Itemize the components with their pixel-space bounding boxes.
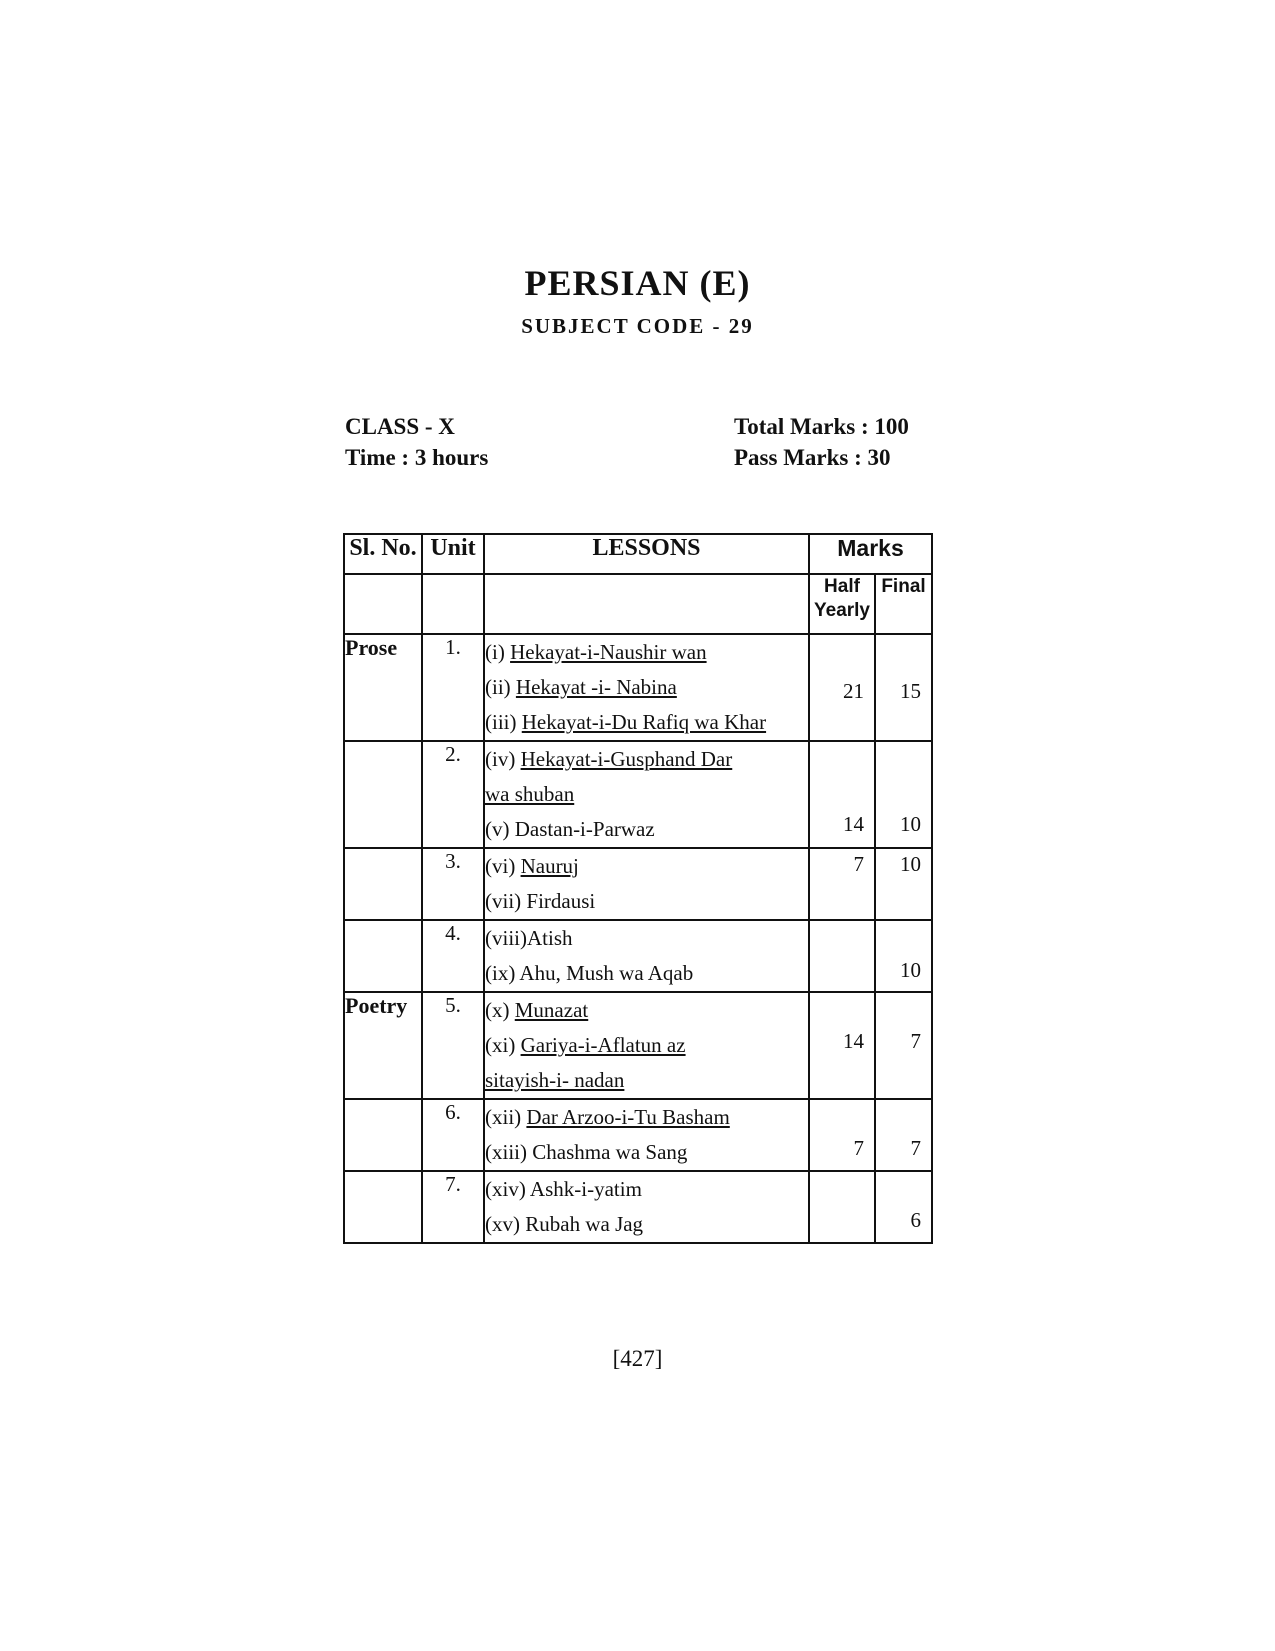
lesson-number: (xi) [485,1033,521,1057]
unit-cell: 1. [422,634,484,741]
lesson-title: Munazat [514,998,589,1022]
final-value: 10 [900,852,921,876]
total-marks-label: Total Marks : 100 [734,414,909,439]
half-yearly-value: 7 [853,852,864,876]
lesson-number: (iv) [485,747,521,771]
lesson-item [485,1135,808,1170]
table-row [344,1099,932,1171]
final-cell [875,1171,932,1243]
lesson-item [485,670,808,705]
lessons-cell [484,1099,809,1171]
table-row [344,634,932,741]
half-yearly-cell [809,920,875,992]
lesson-title: Atish [527,926,573,950]
lesson-item [485,1172,808,1207]
lessons-cell [484,848,809,920]
lesson-title: Hekayat -i- Nabina [515,675,677,699]
lesson-title: wa shuban [485,782,575,806]
table-row [344,1171,932,1243]
lesson-item [485,1207,808,1242]
lesson-title: Chashma wa Sang [532,1140,688,1164]
final-value: 15 [900,679,921,703]
lesson-item [485,777,808,812]
header-row [344,534,932,574]
section-cell [344,741,422,848]
lesson-title: Dar Arzoo-i-Tu Basham [526,1105,730,1129]
final-value: 10 [900,958,921,982]
lesson-title: Gariya-i-Aflatun az [520,1033,686,1057]
table-row [344,992,932,1099]
lesson-title: Hekayat-i-Gusphand Dar [520,747,733,771]
empty-cell [484,574,809,634]
lesson-item [485,742,808,777]
half-yearly-header [809,574,875,634]
subheader-row [344,574,932,634]
lesson-number: (xiv) [485,1177,530,1201]
half-yearly-value: 14 [843,1029,864,1053]
section-cell [344,920,422,992]
lesson-item [485,849,808,884]
lesson-item [485,921,808,956]
half-yearly-cell [809,848,875,920]
half-yearly-value: 7 [853,1136,864,1160]
lesson-title: Ahu, Mush wa Aqab [519,961,694,985]
unit-cell: 7. [422,1171,484,1243]
final-cell [875,1099,932,1171]
pass-marks-label: Pass Marks : 30 [734,445,891,470]
final-value: 10 [900,812,921,836]
half-yearly-cell [809,992,875,1099]
final-value: 6 [910,1208,921,1232]
table-row [344,741,932,848]
lesson-number: (xii) [485,1105,527,1129]
lesson-number: (vii) [485,889,527,913]
final-cell [875,848,932,920]
lesson-number: (vi) [485,854,521,878]
section-cell [344,848,422,920]
half-yearly-cell [809,634,875,741]
lesson-item [485,812,808,847]
final-value: 7 [910,1029,921,1053]
lesson-item [485,884,808,919]
lesson-title: Nauruj [520,854,579,878]
unit-header: Unit [422,534,484,574]
lesson-number: (x) [485,998,515,1022]
lesson-title: Ashk-i-yatim [529,1177,642,1201]
lesson-number: (ii) [485,675,516,699]
marks-header: Marks [809,534,932,574]
half-yearly-value: 14 [843,812,864,836]
section-cell: Poetry [344,992,422,1099]
lesson-title: sitayish-i- nadan [485,1068,625,1092]
half-yearly-cell [809,741,875,848]
time-label: Time : 3 hours [345,445,489,470]
empty-cell [344,574,422,634]
unit-cell: 3. [422,848,484,920]
final-cell [875,634,932,741]
final-value: 7 [910,1136,921,1160]
final-header: Final [875,574,932,634]
half-yearly-cell [809,1171,875,1243]
half-yearly-value: 21 [843,679,864,703]
page-title: PERSIAN (E) [524,263,751,303]
lessons-cell [484,992,809,1099]
lesson-item [485,1063,808,1098]
lessons-cell [484,1171,809,1243]
unit-cell: 4. [422,920,484,992]
half-yearly-header-line2: Yearly [814,600,870,621]
empty-cell [422,574,484,634]
section-cell: Prose [344,634,422,741]
sl-no-header: Sl. No. [344,534,422,574]
class-label: CLASS - X [345,414,455,439]
lesson-number: (v) [485,817,515,841]
syllabus-table [343,533,933,1244]
lessons-cell [484,920,809,992]
lesson-title: Firdausi [526,889,596,913]
final-cell [875,992,932,1099]
final-cell [875,741,932,848]
lesson-number: (viii) [485,926,527,950]
unit-cell: 5. [422,992,484,1099]
lesson-title: Hekayat-i-Du Rafiq wa Khar [521,710,767,734]
half-yearly-header-line1: Half [824,576,860,597]
lessons-cell [484,634,809,741]
final-cell [875,920,932,992]
lesson-number: (iii) [485,710,522,734]
half-yearly-cell [809,1099,875,1171]
lesson-title: Rubah wa Jag [525,1212,644,1236]
unit-cell: 2. [422,741,484,848]
lesson-number: (xv) [485,1212,526,1236]
section-cell [344,1099,422,1171]
section-cell [344,1171,422,1243]
unit-cell: 6. [422,1099,484,1171]
table-row [344,848,932,920]
lessons-header: LESSONS [484,534,809,574]
lesson-item [485,956,808,991]
lesson-number: (ix) [485,961,520,985]
subject-code: SUBJECT CODE - 29 [521,314,754,338]
lessons-cell [484,741,809,848]
lesson-item [485,1028,808,1063]
lesson-item [485,705,808,740]
lesson-item [485,635,808,670]
lesson-item [485,1100,808,1135]
page-number: [427] [612,1346,663,1371]
lesson-title: Dastan-i-Parwaz [514,817,655,841]
lesson-item [485,993,808,1028]
lesson-title: Hekayat-i-Naushir wan [510,640,707,664]
table-row [344,920,932,992]
lesson-number: (i) [485,640,511,664]
lesson-number: (xiii) [485,1140,533,1164]
table-body [344,634,932,1243]
